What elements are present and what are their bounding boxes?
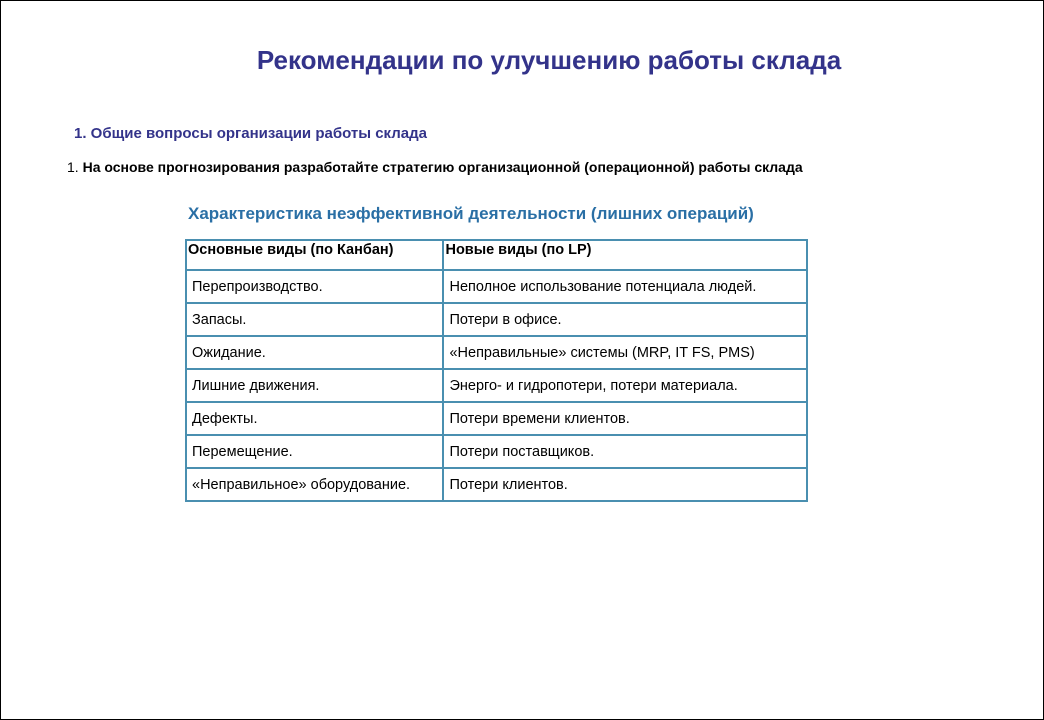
table-header-row — [186, 240, 807, 270]
table-row — [186, 435, 807, 468]
table-cell: Лишние движения. — [186, 369, 443, 402]
table-cell: Потери в офисе. — [443, 303, 807, 336]
table-row — [186, 468, 807, 501]
table-row — [186, 402, 807, 435]
table-cell: «Неправильные» системы (MRP, IT FS, PMS) — [443, 336, 807, 369]
table-cell: Потери поставщиков. — [443, 435, 807, 468]
table-cell: Дефекты. — [186, 402, 443, 435]
table-cell: «Неправильное» оборудование. — [186, 468, 443, 501]
table-row — [186, 303, 807, 336]
waste-table — [185, 239, 808, 502]
table-caption: Характеристика неэффективной деятельности (лишних операций) — [188, 204, 754, 223]
table-cell: Запасы. — [186, 303, 443, 336]
table-cell: Перемещение. — [186, 435, 443, 468]
table-row — [186, 369, 807, 402]
table-cell: Потери времени клиентов. — [443, 402, 807, 435]
table-row — [186, 336, 807, 369]
table-cell: Неполное использование потенциала людей. — [443, 270, 807, 303]
header-lp: Новые виды (по LP) — [443, 240, 807, 270]
section-heading: 1. Общие вопросы организации работы склада — [74, 125, 427, 142]
header-kanban: Основные виды (по Канбан) — [186, 240, 443, 270]
table-cell: Потери клиентов. — [443, 468, 807, 501]
recommendation-point — [67, 159, 803, 175]
table-row — [186, 270, 807, 303]
table-cell: Перепроизводство. — [186, 270, 443, 303]
table-cell: Энерго- и гидропотери, потери материала. — [443, 369, 807, 402]
point-number: 1. — [67, 159, 83, 175]
slide-title: Рекомендации по улучшению работы склада — [256, 45, 842, 75]
point-text: На основе прогнозирования разработайте стратегию организационной (операционной) работы склада — [82, 159, 803, 175]
table-cell: Ожидание. — [186, 336, 443, 369]
